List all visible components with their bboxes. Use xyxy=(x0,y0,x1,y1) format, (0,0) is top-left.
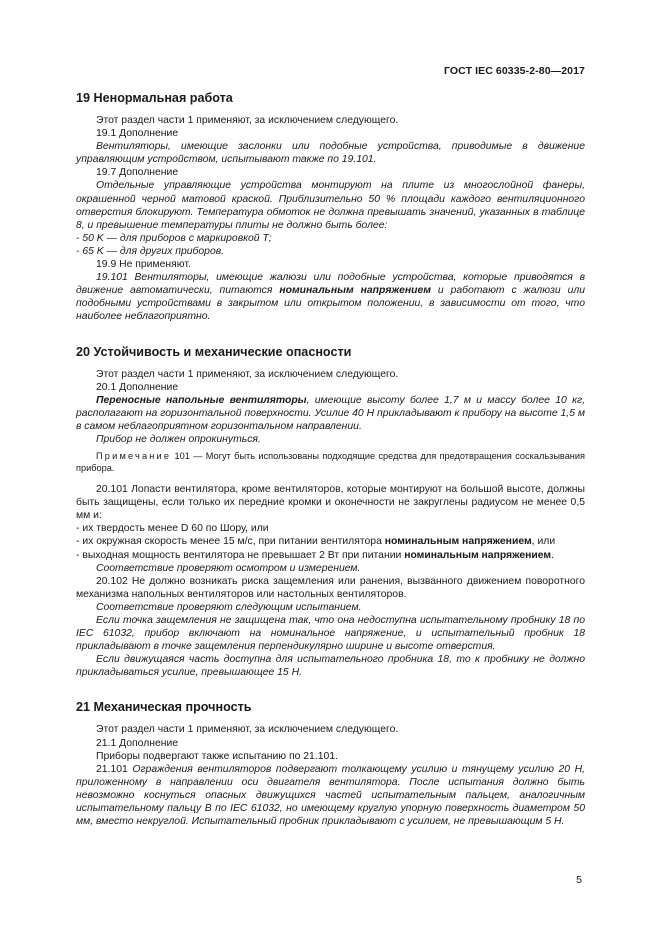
s20-clause-1-text xyxy=(76,394,585,433)
s19-clause-7-text: Отдельные управляющие устройства монтируют на плите из многослойной фанеры, окрашенной черной матовой краской. Приблизительно 50 % площади каждого вентиляционного отверстия блокируют. Температура обмоток не должна превышать значений, указанных в таблице 8, и превышение температуры плиты не должно быть более: xyxy=(76,180,585,231)
s19-clause-7: 19.7 Дополнение xyxy=(96,167,179,179)
page-number: 5 xyxy=(576,874,582,886)
section-20-title: 20 Устойчивость и механические опасности xyxy=(76,344,352,359)
s19-clause-1: 19.1 Дополнение xyxy=(96,128,179,140)
s20-li2-term: номинальным напряжением xyxy=(384,536,532,548)
note-label: Примечание xyxy=(96,451,172,462)
s20-check-2: Соответствие проверяют следующим испытанием. xyxy=(96,601,362,613)
s21-clause-101 xyxy=(76,763,585,828)
s21-clause-101-num: 21.101 xyxy=(96,763,133,775)
s20-list-item-3 xyxy=(76,549,585,562)
s21-clause-1-text: Приборы подвергают также испытанию по 21.101. xyxy=(96,750,338,762)
s19-clause-9: 19.9 Не применяют. xyxy=(96,259,191,271)
note-text: 101 — Могут быть использованы подходящие средства для предотвращения соскальзывания прибора. xyxy=(76,451,585,474)
s19-clause-101-c: и работают с жалюзи или подобными устройствами в закрытом или открытом положении, в зависимости от того, что наиболее неблагоприятно. xyxy=(76,285,585,323)
s19-list-item-2: - 65 K — для других приборов. xyxy=(76,245,225,257)
s20-clause-101: 20.101 Лопасти вентилятора, кроме вентиляторов, которые монтируют на большой высоте, должны быть защищены, если только их передние кромки и оконечности не закруглены радиусом не менее 0,5 мм и: xyxy=(76,484,585,522)
s20-clause-1-term: Переносные напольные вентиляторы xyxy=(96,394,307,406)
s21-clause-101-text: Ограждения вентиляторов подвергают толкающему усилию и тянущему усилию 20 Н, приложенному в направлении оси двигателя вентилятора. После испытания должно быть невозможно коснуться опасных движущихся частей испытательным пальцем, аналогичным испытательному пальцу В по IEC 61032, но имеющему круглую упорную поверхность диаметром 50 мм, вместо некруглой. Испытательный пробник прикладывают с усилием, не превышающим 5 Н. xyxy=(76,763,585,828)
s20-test-1: Если точка защемления не защищена так, что она недоступна испытательному пробнику 18 по IEC 61032, прибор включают на номинальное напряжение, и испытательный пробник 18 прикладывают в точке защемления перпендикулярно ширине и высоте отверстия. xyxy=(76,615,585,653)
s20-clause-1-text2: Прибор не должен опрокинуться. xyxy=(96,433,261,445)
s20-li3-term: номинальным напряжением xyxy=(404,549,552,561)
s20-li3-a: - выходная мощность вентилятора не превышает 2 Вт при питании xyxy=(76,549,405,561)
document-code: ГОСТ IEC 60335-2-80—2017 xyxy=(443,65,585,77)
s19-clause-101 xyxy=(76,271,585,323)
s20-clause-102: 20.102 Не должно возникать риска защемления или ранения, вызванного движением поворотного механизма напольных вентиляторов или настольных вентиляторов. xyxy=(76,575,585,600)
section-21-title: 21 Механическая прочность xyxy=(76,700,252,715)
s20-list-item-1: - их твердость менее D 60 по Шору, или xyxy=(76,523,269,535)
s20-note-101 xyxy=(76,450,585,474)
s20-li2-c: , или xyxy=(531,536,556,548)
section-19-title: 19 Ненормальная работа xyxy=(76,91,233,105)
s20-clause-1-body: , имеющие высоту более 1,7 м и массу более 10 кг, располагают на горизонтальной поверхности. Усилие 40 Н прикладывают к прибору на высоте 1,5 м в самом неблагоприятном горизонтальном направлении. xyxy=(76,394,585,432)
s20-intro: Этот раздел части 1 применяют, за исключением следующего. xyxy=(96,368,399,380)
page-content xyxy=(76,90,585,828)
s20-test-2: Если движущаяся часть доступна для испытательного пробника 18, то к пробнику не должно прикладываться усилие, превышающее 15 Н. xyxy=(76,654,585,679)
s19-list-item-1: - 50 K — для приборов с маркировкой Т; xyxy=(76,232,272,244)
s21-intro: Этот раздел части 1 применяют, за исключением следующего. xyxy=(96,724,399,736)
s20-li3-c: . xyxy=(551,549,555,561)
s20-check-1: Соответствие проверяют осмотром и измерением. xyxy=(96,562,361,574)
s21-clause-1: 21.1 Дополнение xyxy=(96,737,179,749)
s20-list-item-2 xyxy=(76,535,585,548)
s20-clause-1: 20.1 Дополнение xyxy=(96,381,179,393)
s20-li2-a: - их окружная скорость менее 15 м/с, при питании вентилятора xyxy=(76,536,385,548)
s19-intro: Этот раздел части 1 применяют, за исключением следующего. xyxy=(96,115,399,126)
s19-clause-101-term: номинальным напряжением xyxy=(279,285,431,297)
s19-clause-101-a: 19.101 Вентиляторы, имеющие жалюзи или подобные устройства, которые приводятся в движение автоматически, питаются xyxy=(76,272,585,297)
s19-clause-1-text: Вентиляторы, имеющие заслонки или подобные устройства, приводимые в движение управляющим устройством, испытывают также по 19.101. xyxy=(76,141,585,166)
